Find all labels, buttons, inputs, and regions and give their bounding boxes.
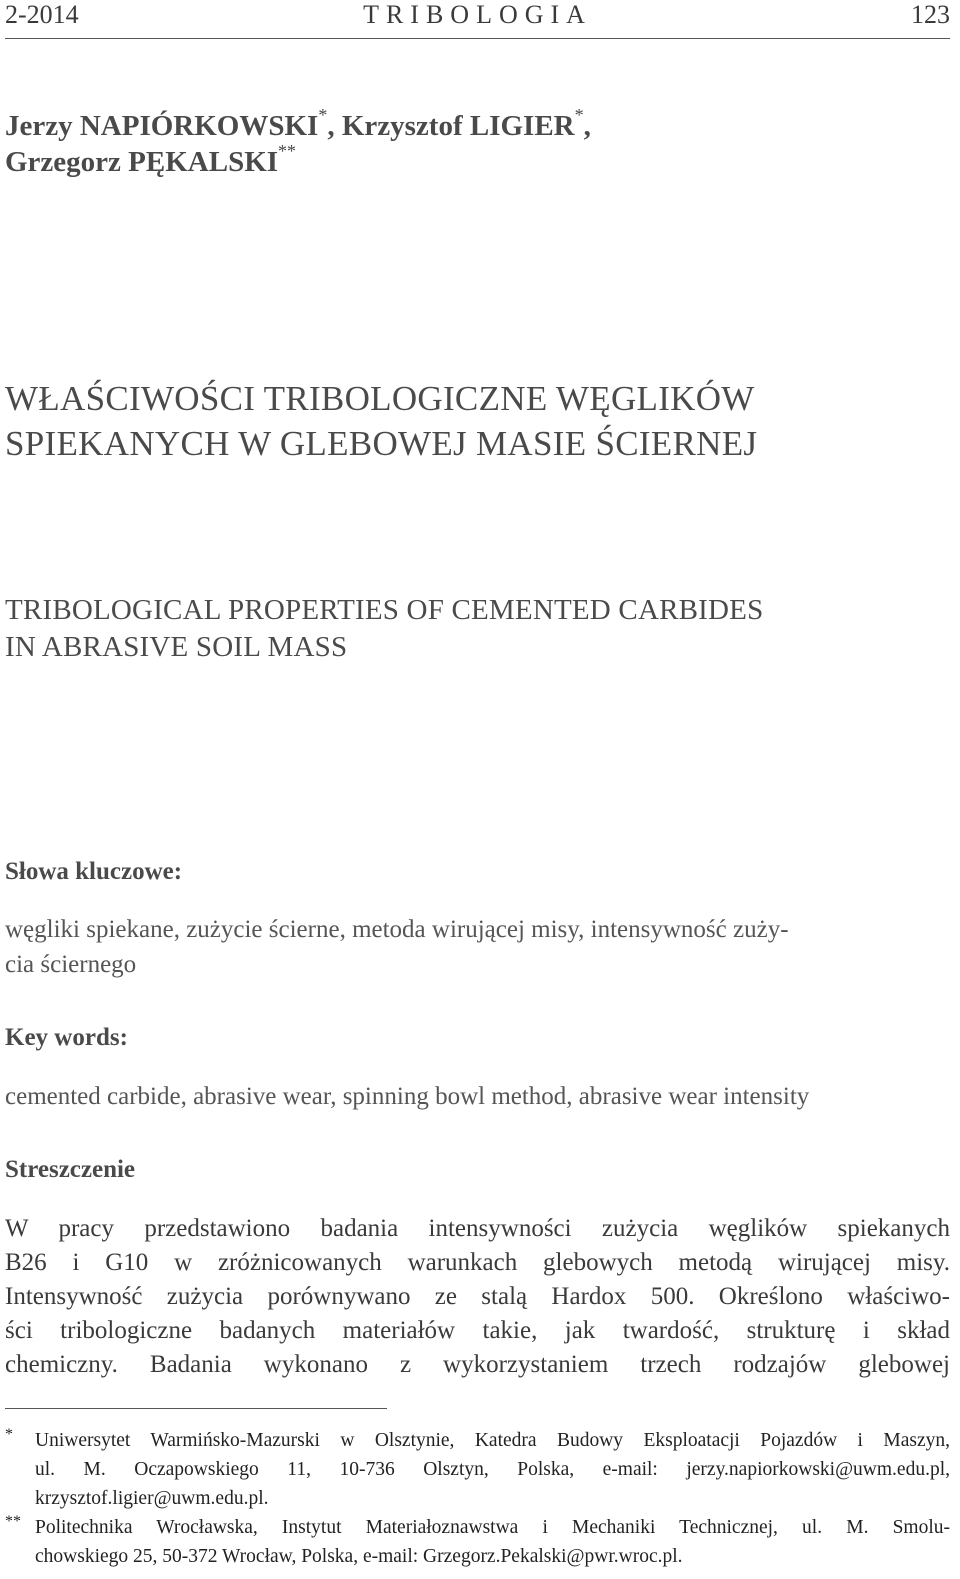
footnote-rule (5, 1408, 387, 1409)
author-name: Grzegorz PĘKALSKI (5, 146, 279, 178)
footnote-1 (5, 1426, 950, 1513)
footnote-mark: ** (5, 1513, 21, 1530)
footnote-line: chowskiego 25, 50-372 Wrocław, Polska, e-mail: Grzegorz.Pekalski@pwr.wroc.pl. (35, 1546, 683, 1567)
keywords-pl-heading: Słowa kluczowe: (5, 858, 183, 885)
author-separator: , (327, 110, 342, 142)
author-line-2 (5, 141, 591, 180)
affiliation-mark: * (318, 105, 328, 125)
footnote-line: ul. M. Oczapowskiego 11, 10-736 Olsztyn, Polska, e-mail: jerzy.napiorkowski@uwm.edu.pl, (35, 1459, 950, 1480)
header-rule (5, 38, 950, 39)
abstract-body (5, 1212, 950, 1382)
keywords-line: cia ściernego (5, 951, 137, 978)
affiliation-mark: ** (278, 141, 297, 161)
title-line: WŁAŚCIWOŚCI TRIBOLOGICZNE WĘGLIKÓW (5, 379, 755, 418)
journal-name: TRIBOLOGIA (363, 0, 592, 29)
abstract-heading: Streszczenie (5, 1156, 136, 1183)
author-name: Jerzy NAPIÓRKOWSKI (5, 110, 319, 142)
keywords-line: węgliki spiekane, zużycie ścierne, metoda wirującej misy, intensywność zuży- (5, 916, 789, 943)
author-name: Krzysztof LIGIER (341, 110, 575, 142)
title-polish (5, 376, 757, 466)
footnote-line: Politechnika Wrocławska, Instytut Materiałoznawstwa i Mechaniki Technicznej, ul. M. Smolu- (35, 1517, 950, 1538)
abstract-line: chemiczny. Badania wykonano z wykorzystaniem trzech rodzajów glebowej (5, 1351, 950, 1378)
abstract-line: W pracy przedstawiono badania intensywności zużycia węglików spiekanych (5, 1215, 950, 1242)
abstract-line: ści tribologiczne badanych materiałów takie, jak twardość, strukturę i skład (5, 1317, 950, 1344)
title-english (5, 592, 763, 666)
footnote-2 (5, 1513, 950, 1571)
footnote-line: krzysztof.ligier@uwm.edu.pl. (35, 1488, 269, 1509)
title-line: TRIBOLOGICAL PROPERTIES OF CEMENTED CARBIDES (5, 594, 764, 626)
keywords-pl-text (5, 912, 789, 982)
title-line: SPIEKANYCH W GLEBOWEJ MASIE ŚCIERNEJ (5, 424, 758, 463)
issue-number: 2-2014 (5, 0, 79, 29)
running-header (5, 0, 950, 30)
footnote-line: Uniwersytet Warmińsko-Mazurski w Olsztynie, Katedra Budowy Eksploatacji Pojazdów i Maszyn, (35, 1430, 950, 1451)
author-list (5, 105, 591, 180)
abstract-line: B26 i G10 w zróżnicowanych warunkach glebowych metodą wirującej misy. (5, 1249, 950, 1276)
page-number: 123 (911, 0, 950, 29)
keywords-en-heading: Key words: (5, 1024, 128, 1051)
author-separator: , (583, 110, 591, 142)
author-line-1 (5, 105, 591, 144)
affiliation-mark: * (574, 105, 584, 125)
abstract-line: Intensywność zużycia porównywano ze stalą Hardox 500. Określono właściwo- (5, 1283, 950, 1310)
footnote-mark: * (5, 1426, 13, 1443)
keywords-line: cemented carbide, abrasive wear, spinning bowl method, abrasive wear intensity (5, 1083, 810, 1110)
keywords-en-text (5, 1079, 809, 1114)
title-line: IN ABRASIVE SOIL MASS (5, 631, 348, 663)
